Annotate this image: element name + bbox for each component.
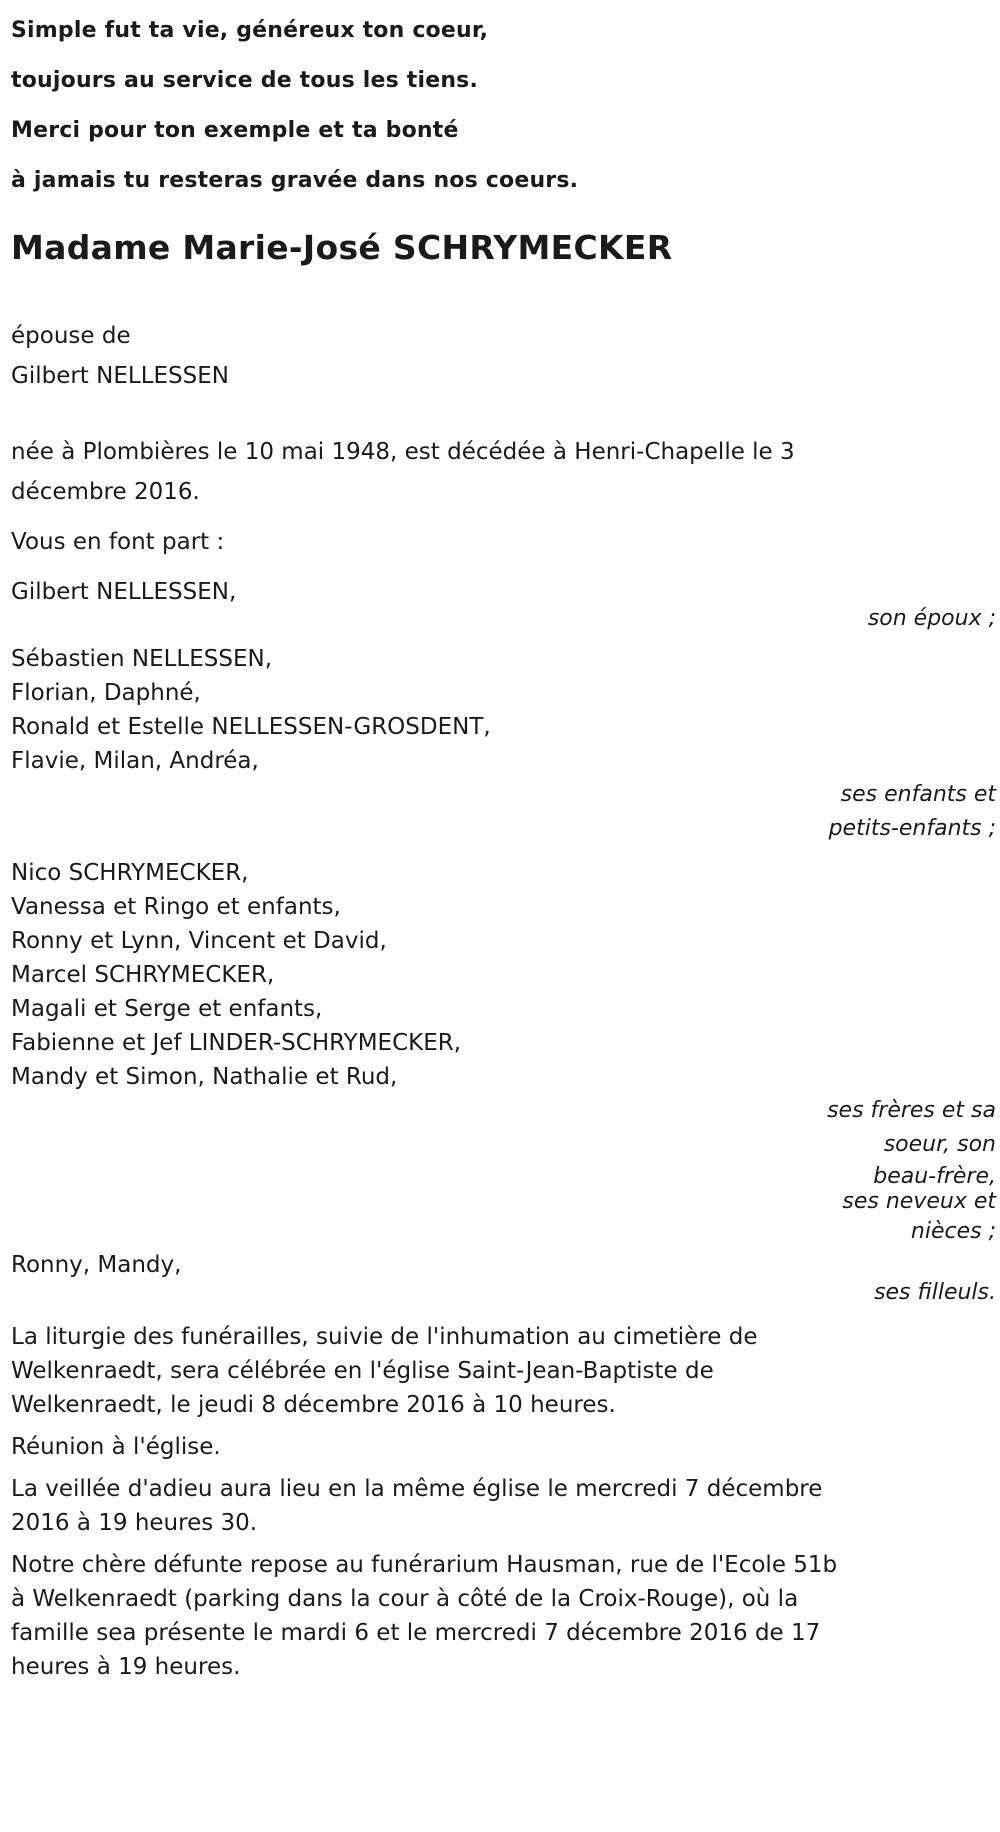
family-name-line: Sébastien NELLESSEN, <box>11 646 273 672</box>
rest-line: Notre chère défunte repose au funérarium Hausman, rue de l'Ecole 51b <box>11 1552 838 1578</box>
family-name-line: Fabienne et Jef LINDER-SCHRYMECKER, <box>11 1030 462 1056</box>
family-role: son époux ; <box>867 606 996 631</box>
poem-line: à jamais tu resteras gravée dans nos coeurs. <box>11 168 579 193</box>
family-name-line: Mandy et Simon, Nathalie et Rud, <box>11 1064 398 1090</box>
family-group-siblings <box>11 856 995 1252</box>
family-name-line: Marcel SCHRYMECKER, <box>11 962 275 988</box>
family-name-line: Florian, Daphné, <box>11 680 201 706</box>
vigil-line: 2016 à 19 heures 30. <box>11 1510 258 1536</box>
obituary-page <box>11 0 995 1684</box>
vigil-block <box>11 1472 995 1540</box>
liturgy-line: La liturgie des funérailles, suivie de l'inhumation au cimetière de <box>11 1324 758 1350</box>
liturgy-line: Welkenraedt, le jeudi 8 décembre 2016 à 10 heures. <box>11 1392 616 1418</box>
rest-line: heures à 19 heures. <box>11 1654 241 1680</box>
family-role: nièces ; <box>910 1219 996 1244</box>
spouse-name: Gilbert NELLESSEN <box>11 363 229 389</box>
deceased-name: Madame Marie-José SCHRYMECKER <box>11 228 673 267</box>
family-role: ses frères et sa <box>827 1098 996 1123</box>
family-group-godchildren <box>11 1252 995 1308</box>
family-name-line: Flavie, Milan, Andréa, <box>11 748 259 774</box>
rest-block <box>11 1548 995 1684</box>
family-role: ses filleuls. <box>874 1280 996 1305</box>
family-role: soeur, son <box>883 1132 996 1157</box>
announce-text: Vous en font part : <box>11 529 225 555</box>
birth-death-line: née à Plombières le 10 mai 1948, est décédée à Henri-Chapelle le 3 <box>11 439 795 465</box>
spouse-block <box>11 316 995 396</box>
family-role: petits-enfants ; <box>828 816 996 841</box>
liturgy-block <box>11 1320 995 1422</box>
vigil-line: La veillée d'adieu aura lieu en la même église le mercredi 7 décembre <box>11 1476 823 1502</box>
poem-line: Merci pour ton exemple et ta bonté <box>11 118 459 143</box>
family-name-line: Gilbert NELLESSEN, <box>11 579 237 605</box>
birth-death-line: décembre 2016. <box>11 479 200 505</box>
family-group-spouse <box>11 572 995 632</box>
family-name-line: Ronald et Estelle NELLESSEN-GROSDENT, <box>11 714 491 740</box>
family-name-line: Ronny, Mandy, <box>11 1252 182 1278</box>
rest-line: à Welkenraedt (parking dans la cour à côté de la Croix-Rouge), où la <box>11 1586 799 1612</box>
spouse-label: épouse de <box>11 323 131 349</box>
family-name-line: Ronny et Lynn, Vincent et David, <box>11 928 387 954</box>
liturgy-line: Welkenraedt, sera célébrée en l'église Saint-Jean-Baptiste de <box>11 1358 714 1384</box>
poem-line: Simple fut ta vie, généreux ton coeur, <box>11 18 489 43</box>
rest-line: famille sea présente le mardi 6 et le mercredi 7 décembre 2016 de 17 <box>11 1620 821 1646</box>
family-name-line: Nico SCHRYMECKER, <box>11 860 249 886</box>
birth-death-block <box>11 432 995 512</box>
family-role: ses enfants et <box>840 782 996 807</box>
reunion-text: Réunion à l'église. <box>11 1434 221 1460</box>
family-group-children <box>11 642 995 846</box>
family-role: ses neveux et <box>842 1189 996 1214</box>
poem-line: toujours au service de tous les tiens. <box>11 68 479 93</box>
family-name-line: Vanessa et Ringo et enfants, <box>11 894 341 920</box>
family-name-line: Magali et Serge et enfants, <box>11 996 323 1022</box>
family-role: beau-frère, <box>873 1164 996 1189</box>
poem <box>11 6 995 206</box>
